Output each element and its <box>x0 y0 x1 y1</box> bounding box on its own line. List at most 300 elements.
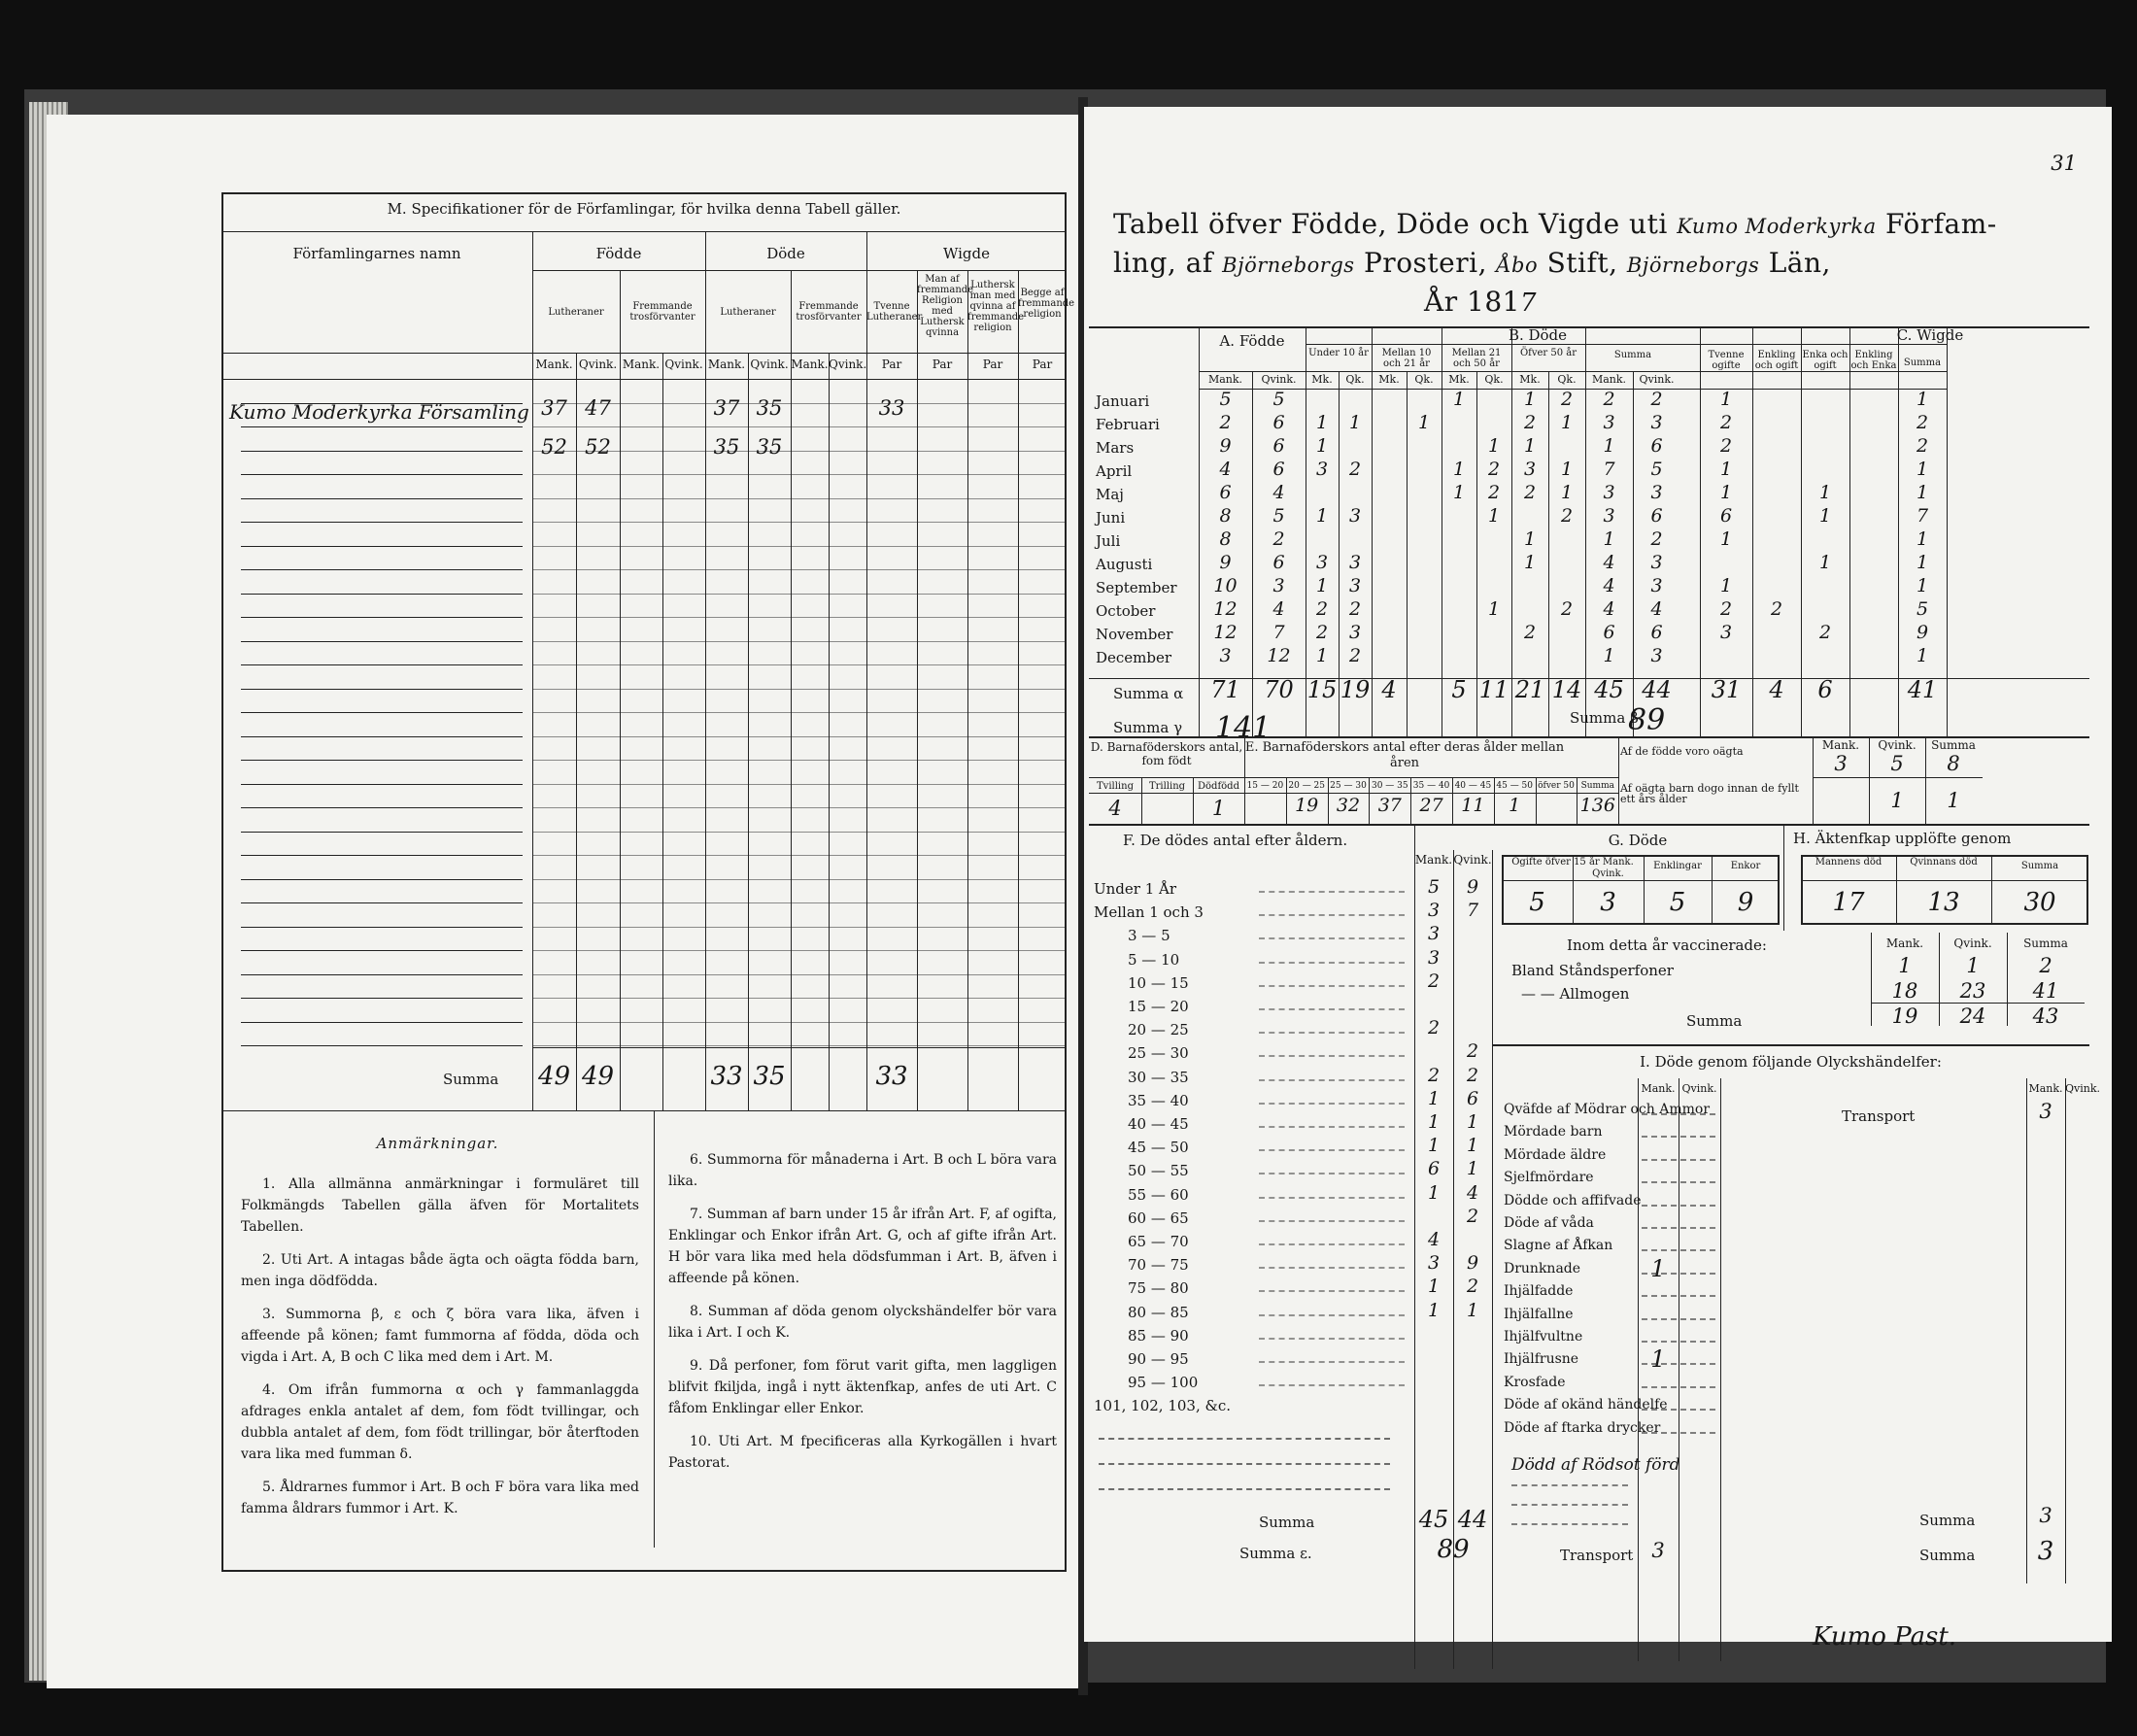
accident-label: Ihjälfadde <box>1504 1283 1574 1300</box>
month-cell: 1 <box>1487 435 1501 457</box>
rule-line <box>241 950 523 951</box>
month-cell: 7 <box>1603 459 1615 480</box>
e-col-header: 15 — 20 <box>1246 781 1284 791</box>
grid-line <box>1947 326 1948 736</box>
month-cell: 2 <box>1719 412 1733 433</box>
month-cell: 1 <box>1417 412 1431 433</box>
dash-line <box>1642 1205 1715 1207</box>
age-label: 95 — 100 <box>1128 1374 1199 1392</box>
column-header: Qk. <box>1557 373 1577 386</box>
month-label: Juli <box>1096 532 1121 550</box>
rule-line <box>241 927 523 928</box>
dash-line <box>1259 1338 1405 1340</box>
age-qvink: 4 <box>1466 1181 1479 1204</box>
age-label: 5 — 10 <box>1128 950 1180 969</box>
month-cell: 1 <box>1719 389 1733 410</box>
month-cell: 12 <box>1213 622 1238 643</box>
month-cell: 6 <box>1650 505 1663 527</box>
dash-line <box>1259 1361 1405 1363</box>
e-col-header: öfver 50 <box>1538 781 1575 791</box>
month-cell: 1 <box>1916 552 1929 573</box>
age-mank: 1 <box>1427 1299 1441 1321</box>
dash-line <box>1259 1032 1405 1034</box>
col-parish-header: Förfamlingarnes namn <box>292 245 461 262</box>
month-cell: 9 <box>1916 622 1929 643</box>
age-mank: 1 <box>1427 1135 1441 1157</box>
e-cell: 32 <box>1336 795 1361 816</box>
month-cell: 4 <box>1272 598 1285 620</box>
rule-line <box>532 1022 1067 1023</box>
age-label: 45 — 50 <box>1128 1139 1189 1157</box>
age-qvink: 6 <box>1466 1087 1479 1109</box>
month-cell: 3 <box>1719 622 1733 643</box>
month-cell: 1 <box>1487 598 1501 620</box>
rule-line <box>532 902 1067 903</box>
month-cell: 2 <box>1487 459 1501 480</box>
accident-label: Ihjälfvultne <box>1504 1329 1583 1345</box>
month-cell: 1 <box>1719 575 1733 596</box>
month-cell: 4 <box>1603 552 1615 573</box>
accident-mank: 1 <box>1650 1345 1666 1374</box>
month-cell: 5 <box>1272 389 1285 410</box>
month-cell: 1 <box>1603 645 1615 666</box>
left-page: M. Specifikationer för de Förfamlingar, för hvilka denna Tabell gäller. Förfamlingarnes namn Födde Döde Wigde Lutheraner Fremmande trosförvanter Lutheraner Fremmande trosförvanter Tvenne Lutheraner Man af fremmande Religion med Luthersk qvinna Luthersk man med qvinna af fremmande religion Begge af fremmande religion Mank. Qvink. Mank. Qvink. Mank. Qvink. Mank. Qvink. Par Par Par Par Kumo Moderkyrka Församling 37 47 37 35 33 52 52 35 35 Summa 49 49 33 35 33 Anmärkningar. 1. Alla allmänna anmärkningar i formuläret till Folkmängds Tabellen gälla äfven för Mortalitets Tabellen. 2. Uti Art. A intagas både ägta och oägta födda barn, men inga dödfödda. 3. Summorna β, ε och ζ böra vara lika, äfven i affeende på könen; famt fummorna af födda, döda och vigda i Art. A, B och C lika med dem i Art. M. 4. Om ifrån fummorna α och γ fammanlaggda afdrages enkla antalet af dem, fom födt tvillingar, och dubbla antalet af dem, fom födt trillingar, bör återftoden vara lika med fumman δ. 5. Åldrarnes fummor i Art. B och F böra vara lika med famma åldrars fummor i Art. K. 6. Summorna för månaderna i Art. B och L böra vara lika. 7. Summan af barn under 15 år ifrån Art. F, af ogifta, Enklingar och Enkor ifrån Art. G, och af gifte ifrån Art. H bör vara lika med hela dödsfumman i Art. B, äfven i affeende på könen. 8. Summan af döda genom olyckshändelfer bör vara lika i Art. I och K. 9. Då perfoner, fom förut varit gifta, men laggligen blifvit fkiljda, ingå i nytt äktenfkap, anfes de uti Art. C fåfom Enklingar eller Enkor. 10. Uti Art. M fpecificeras alla Kyrkogällen i hvart Pastorat. <box>47 115 1078 1688</box>
month-cell: 1 <box>1916 389 1929 410</box>
age-qvink: 1 <box>1466 1135 1479 1157</box>
rule-line <box>532 546 1067 547</box>
month-cell: 6 <box>1272 552 1285 573</box>
rule-line <box>532 689 1067 690</box>
age-label: 3 — 5 <box>1128 927 1170 945</box>
sum-B-total: 89 <box>1628 703 1666 737</box>
month-cell: 1 <box>1487 505 1501 527</box>
month-cell: 2 <box>1487 482 1501 503</box>
sum-cell: 21 <box>1514 676 1545 703</box>
month-label: Maj <box>1096 486 1124 503</box>
sum-cell: 14 <box>1551 676 1582 703</box>
month-cell: 1 <box>1452 459 1466 480</box>
month-label: April <box>1096 462 1133 480</box>
month-cell: 2 <box>1719 435 1733 457</box>
month-cell: 1 <box>1916 575 1929 596</box>
e-col-header: 45 — 50 <box>1496 781 1534 791</box>
accident-label: Qväfde af Mödrar och Ammor <box>1504 1102 1711 1117</box>
e-col-header: 40 — 45 <box>1454 781 1492 791</box>
dash-line <box>1259 962 1405 964</box>
age-mank: 1 <box>1427 1276 1441 1298</box>
rule-line <box>241 879 523 880</box>
sum-cell: 44 <box>1642 676 1672 703</box>
grid-line <box>1199 371 1947 372</box>
age-qvink: 2 <box>1466 1040 1479 1063</box>
sum-cell: 71 <box>1210 676 1240 703</box>
left-summa-label: Summa <box>443 1071 499 1088</box>
accident-label: Drunknade <box>1504 1260 1581 1276</box>
rule-line <box>241 712 523 713</box>
month-label: Mars <box>1096 439 1135 457</box>
dash-line <box>1259 1126 1405 1128</box>
month-cell: 9 <box>1219 552 1232 573</box>
dash-line <box>1259 1197 1405 1199</box>
age-qvink: 7 <box>1466 900 1479 922</box>
rule-line <box>532 807 1067 808</box>
rule-line <box>241 641 523 642</box>
month-cell: 1 <box>1560 482 1574 503</box>
rule-line <box>532 569 1067 570</box>
month-cell: 3 <box>1219 645 1232 666</box>
month-cell: 10 <box>1213 575 1238 596</box>
month-cell: 1 <box>1818 482 1832 503</box>
rule-line <box>532 1045 1067 1046</box>
month-cell: 1 <box>1452 482 1466 503</box>
dash-line <box>1259 1290 1405 1292</box>
dash-line <box>1259 1149 1405 1151</box>
e-col-header: 20 — 25 <box>1288 781 1326 791</box>
month-cell: 8 <box>1219 505 1232 527</box>
dash-line <box>1642 1273 1715 1275</box>
age-label: 15 — 20 <box>1128 998 1189 1015</box>
accident-label: Ihjälfallne <box>1504 1306 1574 1322</box>
dash-line <box>1642 1295 1715 1297</box>
spec-title: M. Specifikationer för de Förfamlingar, för hvilka denna Tabell gäller. <box>387 200 901 218</box>
accident-label: Ihjälfrusne <box>1504 1351 1579 1368</box>
month-cell: 2 <box>1603 389 1615 410</box>
month-cell: 2 <box>1650 528 1663 550</box>
rule-line <box>241 451 523 452</box>
signature: Kumo Past. <box>1813 1622 1957 1651</box>
month-cell: 3 <box>1650 552 1663 573</box>
month-cell: 6 <box>1219 482 1232 503</box>
rule-line <box>532 474 1067 475</box>
dash-line <box>1259 1220 1405 1222</box>
rule-line <box>532 927 1067 928</box>
month-label: Juni <box>1096 509 1126 527</box>
month-cell: 4 <box>1272 482 1285 503</box>
month-label: September <box>1096 579 1177 596</box>
rule-line <box>532 832 1067 833</box>
month-cell: 1 <box>1452 389 1466 410</box>
month-cell: 2 <box>1560 389 1574 410</box>
month-label: November <box>1096 626 1173 643</box>
age-qvink: 9 <box>1466 1252 1479 1275</box>
page-number: 31 <box>2051 152 2077 175</box>
accident-mank: 1 <box>1650 1254 1666 1282</box>
month-label: Januari <box>1096 392 1150 410</box>
month-cell: 2 <box>1770 598 1783 620</box>
month-cell: 1 <box>1818 505 1832 527</box>
accident-label: Sjelfmördare <box>1504 1170 1594 1186</box>
dash-line <box>1511 1523 1628 1525</box>
month-cell: 3 <box>1348 622 1362 643</box>
month-cell: 2 <box>1272 528 1285 550</box>
sum-A-total: 141 <box>1215 711 1272 745</box>
month-cell: 8 <box>1219 528 1232 550</box>
month-cell: 2 <box>1348 645 1362 666</box>
rule-line <box>532 760 1067 761</box>
month-cell: 2 <box>1916 412 1929 433</box>
rule-line <box>241 664 523 665</box>
accident-label: Döde af okänd händelfe <box>1504 1397 1668 1413</box>
grid-line <box>1306 344 1702 345</box>
month-cell: 9 <box>1219 435 1232 457</box>
col-fodde-header: Födde <box>595 245 642 262</box>
month-cell: 1 <box>1315 412 1329 433</box>
e-cell: 136 <box>1579 795 1615 816</box>
dash-line <box>1642 1227 1715 1229</box>
column-header: Mank. <box>1591 373 1627 386</box>
age-mank: 4 <box>1427 1229 1441 1250</box>
column-header: Mk. <box>1448 373 1470 386</box>
rule-line <box>241 807 523 808</box>
age-label: 85 — 90 <box>1128 1326 1189 1345</box>
column-header: Qvink. <box>1639 373 1675 386</box>
col-wigde-header: Wigde <box>942 245 991 262</box>
month-cell: 3 <box>1272 575 1285 596</box>
month-cell: 3 <box>1603 482 1615 503</box>
rule-line <box>241 474 523 475</box>
age-label: 75 — 80 <box>1128 1279 1189 1298</box>
month-cell: 3 <box>1348 575 1362 596</box>
age-label: 10 — 15 <box>1128 973 1189 992</box>
age-mank: 2 <box>1427 1064 1441 1086</box>
title-line-1: Tabell öfver Födde, Döde och Vigde uti Kumo Moderkyrka Förfam- <box>1113 208 1997 240</box>
month-cell: 3 <box>1348 505 1362 527</box>
rule-line <box>532 855 1067 856</box>
age-qvink: 1 <box>1466 1299 1479 1321</box>
grid-line <box>1700 344 1947 345</box>
age-label: 90 — 95 <box>1128 1350 1189 1368</box>
month-cell: 1 <box>1315 645 1329 666</box>
sum-cell: 45 <box>1594 676 1624 703</box>
month-cell: 12 <box>1267 645 1291 666</box>
dash-line <box>1259 1103 1405 1105</box>
age-mank: 3 <box>1427 1252 1441 1275</box>
rule-line <box>532 594 1067 595</box>
age-label: 55 — 60 <box>1128 1185 1189 1204</box>
sum-cell: 5 <box>1451 676 1467 703</box>
month-cell: 2 <box>1650 389 1663 410</box>
sum-cell: 11 <box>1478 676 1509 703</box>
month-cell: 6 <box>1272 459 1285 480</box>
month-cell: 4 <box>1650 598 1663 620</box>
month-cell: 7 <box>1916 505 1929 527</box>
month-cell: 1 <box>1603 435 1615 457</box>
dash-line <box>1642 1363 1715 1365</box>
e-cell: 19 <box>1295 795 1319 816</box>
rule-line <box>532 879 1067 880</box>
month-cell: 6 <box>1650 435 1663 457</box>
sum-cell: 31 <box>1711 676 1742 703</box>
sum-cell: 41 <box>1907 676 1938 703</box>
month-cell: 1 <box>1348 412 1362 433</box>
month-cell: 2 <box>1523 482 1537 503</box>
e-col-header: 35 — 40 <box>1412 781 1450 791</box>
month-cell: 1 <box>1523 435 1537 457</box>
dash-line <box>1259 1055 1405 1057</box>
month-label: October <box>1096 602 1156 620</box>
notes-title: Anmärkningar. <box>376 1135 499 1152</box>
dash-line <box>1259 1173 1405 1174</box>
month-cell: 1 <box>1315 575 1329 596</box>
age-mank: 1 <box>1427 1087 1441 1109</box>
month-cell: 1 <box>1523 552 1537 573</box>
column-header: Qk. <box>1414 373 1434 386</box>
month-cell: 6 <box>1272 412 1285 433</box>
dash-line <box>1642 1409 1715 1411</box>
dash-line <box>1511 1484 1628 1486</box>
month-cell: 3 <box>1603 412 1615 433</box>
age-label: 30 — 35 <box>1128 1068 1189 1086</box>
age-label: 50 — 55 <box>1128 1162 1189 1180</box>
month-cell: 7 <box>1272 622 1285 643</box>
rule-line <box>532 950 1067 951</box>
month-cell: 3 <box>1650 575 1663 596</box>
accident-label: Dödde och affifvade <box>1504 1192 1642 1208</box>
rule-line <box>241 855 523 856</box>
age-qvink: 2 <box>1466 1205 1479 1227</box>
rule-line <box>241 546 523 547</box>
month-cell: 4 <box>1603 575 1615 596</box>
month-cell: 1 <box>1719 528 1733 550</box>
month-cell: 1 <box>1916 528 1929 550</box>
month-cell: 2 <box>1818 622 1832 643</box>
dash-line <box>1642 1159 1715 1161</box>
rule-line <box>532 998 1067 999</box>
month-cell: 2 <box>1315 622 1329 643</box>
age-label: 101, 102, 103, &c. <box>1094 1397 1232 1415</box>
month-cell: 2 <box>1560 505 1574 527</box>
rule-line <box>241 569 523 570</box>
month-cell: 1 <box>1916 459 1929 480</box>
age-label: 40 — 45 <box>1128 1115 1189 1133</box>
accident-label: Mördade barn <box>1504 1124 1603 1140</box>
age-qvink: 9 <box>1466 876 1479 898</box>
rule-line <box>532 498 1067 499</box>
rule-line <box>532 617 1067 618</box>
month-cell: 6 <box>1650 622 1663 643</box>
col-dode-header: Döde <box>766 245 805 262</box>
age-label: Mellan 1 och 3 <box>1094 903 1204 922</box>
rule-line <box>241 902 523 903</box>
column-header: Mank. <box>1207 373 1243 386</box>
notes-left: 1. Alla allmänna anmärkningar i formuläret till Folkmängds Tabellen gälla äfven för Mortalitets Tabellen. 2. Uti Art. A intagas både ägta och oägta födda barn, men inga dödfödda. 3. Summorna β, ε och ζ böra vara lika, äfven i affeende på könen; famt fummorna af födda, döda och vigda i Art. A, B och C lika med dem i Art. M. 4. Om ifrån fummorna α och γ fammanlaggda afdrages enkla antalet af dem, fom födt tvillingar, och dubbla antalet af dem, fom födt trillingar, bör återftoden vara lika med fumman δ. 5. Åldrarnes fummor i Art. B och F böra vara lika med famma åldrars fummor i Art. K. <box>241 1176 639 1516</box>
age-label: 80 — 85 <box>1128 1303 1189 1321</box>
accident-label: Krosfade <box>1504 1374 1566 1390</box>
age-label: Under 1 År <box>1094 880 1177 898</box>
month-cell: 2 <box>1315 598 1329 620</box>
sum-cell: 6 <box>1817 676 1833 703</box>
age-label: 65 — 70 <box>1128 1233 1189 1250</box>
month-cell: 5 <box>1219 389 1232 410</box>
month-cell: 1 <box>1523 528 1537 550</box>
age-mank: 2 <box>1427 1017 1441 1039</box>
dash-line <box>1642 1136 1715 1138</box>
rule-line <box>241 784 523 785</box>
e-col-header: Summa <box>1580 781 1614 791</box>
month-cell: 1 <box>1818 552 1832 573</box>
month-cell: 1 <box>1560 412 1574 433</box>
dash-line <box>1259 1267 1405 1269</box>
month-cell: 4 <box>1219 459 1232 480</box>
month-cell: 1 <box>1523 389 1537 410</box>
month-cell: 1 <box>1719 459 1733 480</box>
month-cell: 1 <box>1916 482 1929 503</box>
dash-line <box>1642 1318 1715 1320</box>
month-cell: 3 <box>1523 459 1537 480</box>
month-cell: 3 <box>1650 645 1663 666</box>
month-cell: 1 <box>1560 459 1574 480</box>
month-cell: 2 <box>1523 412 1537 433</box>
e-col-header: 25 — 30 <box>1330 781 1367 791</box>
sum-cell: 4 <box>1381 676 1397 703</box>
accident-label: Döde af ftarka drycker <box>1504 1419 1661 1436</box>
month-cell: 2 <box>1560 598 1574 620</box>
rule-line <box>532 641 1067 642</box>
age-label: 25 — 30 <box>1128 1044 1189 1063</box>
month-cell: 3 <box>1603 505 1615 527</box>
month-cell: 3 <box>1650 482 1663 503</box>
rule-line <box>241 736 523 737</box>
sum-cell: 4 <box>1769 676 1784 703</box>
dash-line <box>1642 1386 1715 1388</box>
rule-line <box>241 832 523 833</box>
age-mank: 3 <box>1427 946 1441 969</box>
dash-line <box>1259 1243 1405 1245</box>
rule-line <box>241 1022 523 1023</box>
age-label: 35 — 40 <box>1128 1091 1189 1109</box>
rule-line <box>241 998 523 999</box>
rule-line <box>532 736 1067 737</box>
dash-line <box>1099 1488 1390 1490</box>
age-mank: 3 <box>1427 900 1441 922</box>
rule-line <box>241 689 523 690</box>
sum-cell: 70 <box>1264 676 1294 703</box>
dash-line <box>1642 1341 1715 1343</box>
notes-right: 6. Summorna för månaderna i Art. B och L böra vara lika. 7. Summan af barn under 15 år ifrån Art. F, af ogifta, Enklingar och Enkor ifrån Art. G, och af gifte ifrån Art. H bör vara lika med hela dödsfumman i Art. B, äfven i affeende på könen. 8. Summan af döda genom olyckshändelfer bör vara lika i Art. I och K. 9. Då perfoner, fom förut varit gifta, men laggligen blifvit fkiljda, ingå i nytt äktenfkap, anfes de uti Art. C fåfom Enklingar eller Enkor. 10. Uti Art. M fpecificeras alla Kyrkogällen i hvart Pastorat. <box>668 1152 1057 1471</box>
age-mank: 3 <box>1427 923 1441 945</box>
e-cell: 11 <box>1461 795 1485 816</box>
rule-line <box>241 617 523 618</box>
dash-line <box>1259 1079 1405 1081</box>
rule-line <box>532 784 1067 785</box>
age-label: 60 — 65 <box>1128 1208 1189 1227</box>
month-cell: 2 <box>1348 598 1362 620</box>
dash-line <box>1642 1181 1715 1183</box>
month-cell: 3 <box>1650 412 1663 433</box>
age-label: 20 — 25 <box>1128 1021 1189 1039</box>
rule-line <box>241 974 523 975</box>
month-cell: 5 <box>1650 459 1663 480</box>
accident-label: Mördade äldre <box>1504 1146 1607 1163</box>
rule-line <box>532 664 1067 665</box>
title-line-2: ling, af Björneborgs Prosteri, Åbo Stift, Björneborgs Län, <box>1113 247 1831 279</box>
rule-line <box>532 426 1067 427</box>
dash-line <box>1259 1314 1405 1316</box>
month-label: Augusti <box>1096 556 1153 573</box>
dash-line <box>1259 1008 1405 1010</box>
column-header: Qvink. <box>1261 373 1297 386</box>
month-cell: 1 <box>1315 505 1329 527</box>
column-header: Qk. <box>1345 373 1365 386</box>
age-mank: 2 <box>1427 970 1441 992</box>
month-cell: 3 <box>1315 552 1329 573</box>
month-cell: 1 <box>1603 528 1615 550</box>
rule-line <box>532 712 1067 713</box>
parish-name: Kumo Moderkyrka Församling <box>229 400 529 424</box>
dash-line <box>1642 1432 1715 1434</box>
dash-line <box>1259 985 1405 987</box>
sum-cell: 19 <box>1340 676 1371 703</box>
